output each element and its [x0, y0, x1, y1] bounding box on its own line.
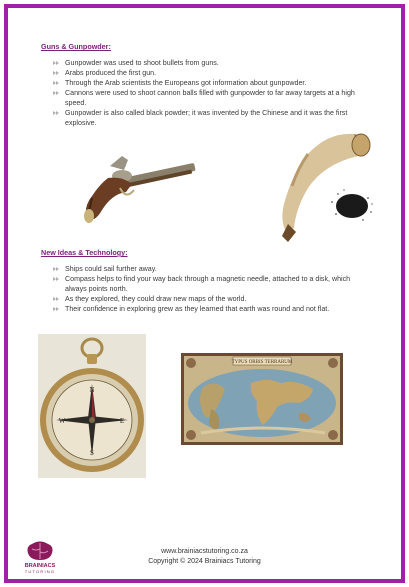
bullet-icon: [52, 296, 60, 302]
list-item: [52, 264, 364, 274]
list-item-text: Their confidence in exploring grew as they learned that earth was round and not flat.: [65, 305, 330, 313]
bullet-icon: [52, 60, 60, 66]
footer-copyright: Copyright © 2024 Brainiacs Tutoring: [148, 558, 261, 565]
list-item: [52, 58, 364, 68]
brainiacs-logo: [20, 540, 60, 574]
flintlock-pistol-image: [82, 148, 200, 228]
list-item: [52, 78, 364, 88]
powder-horn-image: [268, 124, 386, 246]
section-heading-ideas: New Ideas & Technology:: [41, 248, 128, 257]
footer-website: www.brainiacstutoring.co.za: [161, 548, 248, 555]
list-item-text: Compass helps to find your way back through a magnetic needle, attached to a disk, which always points north.: [65, 275, 351, 293]
list-item-text: Gunpowder is also called black powder; it was invented by the Chinese and it was the first explosive.: [65, 109, 348, 127]
list-item-text: Arabs produced the first gun.: [65, 69, 157, 77]
map-title: TYPUS ORBIS TERRARUM: [231, 360, 293, 365]
bullet-icon: [52, 80, 60, 86]
antique-world-map-image: [181, 353, 343, 445]
bullet-icon: [52, 90, 60, 96]
list-item-text: Gunpowder was used to shoot bullets from guns.: [65, 59, 219, 67]
list-item: [52, 68, 364, 78]
section-heading-guns: Guns & Gunpowder:: [41, 42, 111, 51]
svg-text:E: E: [119, 417, 125, 425]
guns-bullet-list: [52, 58, 364, 128]
bullet-icon: [52, 266, 60, 272]
list-item: [52, 88, 364, 108]
logo-text-bottom: TUTORING: [24, 569, 56, 574]
logo-text-top: BRAINIACS: [24, 563, 56, 569]
list-item-text: Ships could sail further away.: [65, 265, 157, 273]
svg-text:W: W: [58, 417, 66, 425]
pocket-compass-image: [38, 334, 146, 478]
bullet-icon: [52, 306, 60, 312]
svg-text:S: S: [90, 449, 94, 457]
list-item: [52, 274, 364, 294]
bullet-icon: [52, 110, 60, 116]
list-item: [52, 304, 364, 314]
list-item: [52, 294, 364, 304]
ideas-bullet-list: [52, 264, 364, 314]
list-item-text: As they explored, they could draw new maps of the world.: [65, 295, 247, 303]
list-item-text: Cannons were used to shoot cannon balls filled with gunpowder to far away targets at a high speed.: [65, 89, 355, 107]
list-item-text: Through the Arab scientists the Europeans got information about gunpowder.: [65, 79, 307, 87]
bullet-icon: [52, 70, 60, 76]
svg-text:N: N: [89, 386, 95, 394]
bullet-icon: [52, 276, 60, 282]
